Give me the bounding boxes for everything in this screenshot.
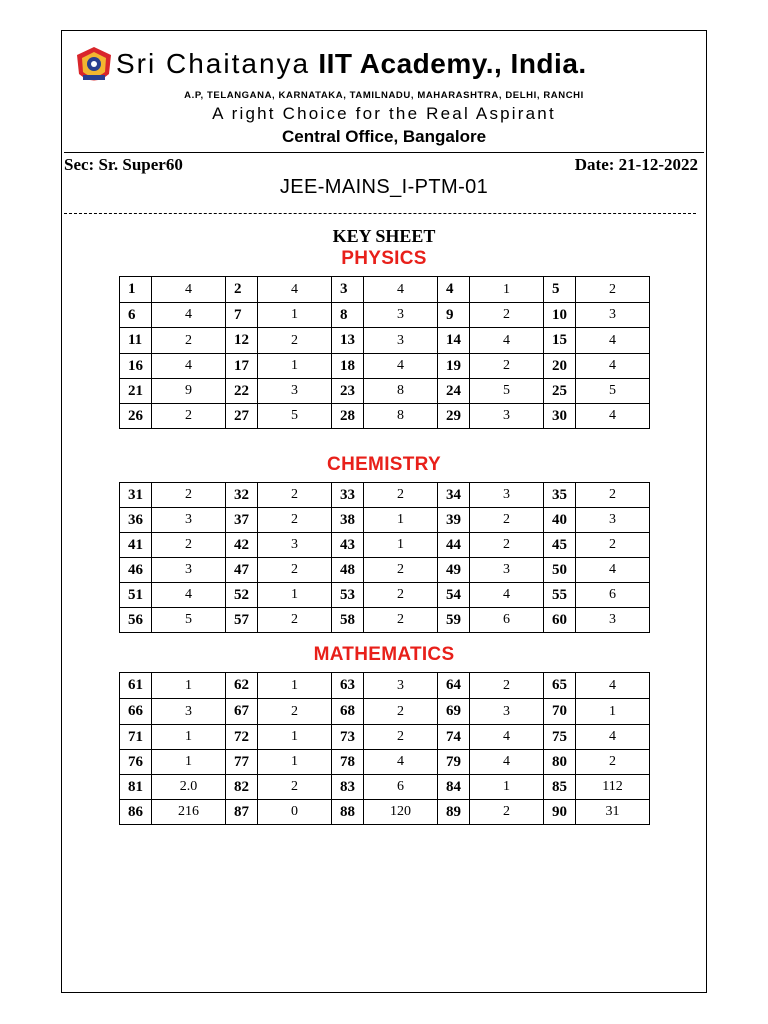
- answer-value: 3: [470, 404, 544, 429]
- answer-value: 2: [470, 533, 544, 558]
- key-sheet-heading: KEY SHEET: [332, 226, 436, 246]
- states-line: A.P, TELANGANA, KARNATAKA, TAMILNADU, MAHARASHTRA, DELHI, RANCHI: [184, 90, 584, 101]
- question-number: 2: [226, 277, 258, 303]
- answer-value: 2: [258, 775, 332, 800]
- answer-value: 1: [258, 673, 332, 699]
- subject-heading-chemistry: CHEMISTRY: [327, 454, 441, 475]
- question-number: 29: [438, 404, 470, 429]
- answer-value: 8: [364, 404, 438, 429]
- question-number: 61: [120, 673, 152, 699]
- answer-value: 0: [258, 800, 332, 825]
- question-number: 16: [120, 354, 152, 379]
- answer-value: 4: [258, 277, 332, 303]
- question-number: 76: [120, 750, 152, 775]
- answer-value: 31: [576, 800, 650, 825]
- answer-value: 1: [364, 533, 438, 558]
- answer-value: 4: [364, 354, 438, 379]
- question-number: 73: [332, 725, 364, 750]
- answer-value: 2: [364, 558, 438, 583]
- question-number: 63: [332, 673, 364, 699]
- question-number: 55: [544, 583, 576, 608]
- question-number: 57: [226, 608, 258, 633]
- answer-value: 4: [576, 404, 650, 429]
- question-number: 25: [544, 379, 576, 404]
- answer-value: 2: [364, 699, 438, 725]
- question-number: 69: [438, 699, 470, 725]
- question-number: 70: [544, 699, 576, 725]
- answer-value: 2: [470, 303, 544, 328]
- answer-value: 5: [576, 379, 650, 404]
- table-row: [120, 699, 650, 725]
- answer-value: 2.0: [152, 775, 226, 800]
- question-number: 9: [438, 303, 470, 328]
- table-row: [120, 750, 650, 775]
- question-number: 87: [226, 800, 258, 825]
- question-number: 67: [226, 699, 258, 725]
- question-number: 90: [544, 800, 576, 825]
- question-number: 37: [226, 508, 258, 533]
- answer-value: 3: [364, 328, 438, 354]
- table-row: [120, 277, 650, 303]
- dashed-divider: [64, 213, 696, 214]
- answer-value: 9: [152, 379, 226, 404]
- header-divider: [64, 152, 704, 153]
- tagline: A right Choice for the Real Aspirant: [212, 104, 556, 123]
- answer-value: 2: [258, 608, 332, 633]
- question-number: 10: [544, 303, 576, 328]
- question-number: 89: [438, 800, 470, 825]
- answer-value: 4: [470, 583, 544, 608]
- question-number: 80: [544, 750, 576, 775]
- question-number: 46: [120, 558, 152, 583]
- table-row: [120, 533, 650, 558]
- answer-value: 2: [258, 328, 332, 354]
- question-number: 4: [438, 277, 470, 303]
- answer-value: 2: [576, 750, 650, 775]
- answer-value: 3: [470, 483, 544, 508]
- question-number: 15: [544, 328, 576, 354]
- answer-value: 2: [152, 483, 226, 508]
- table-row: [120, 608, 650, 633]
- question-number: 34: [438, 483, 470, 508]
- table-row: [120, 800, 650, 825]
- question-number: 60: [544, 608, 576, 633]
- question-number: 17: [226, 354, 258, 379]
- answer-value: 2: [258, 558, 332, 583]
- answer-value: 4: [576, 673, 650, 699]
- subject-heading-physics: PHYSICS: [341, 248, 427, 269]
- question-number: 77: [226, 750, 258, 775]
- question-number: 35: [544, 483, 576, 508]
- answer-value: 1: [258, 303, 332, 328]
- answer-value: 3: [576, 608, 650, 633]
- answer-value: 120: [364, 800, 438, 825]
- question-number: 83: [332, 775, 364, 800]
- table-row: [120, 583, 650, 608]
- question-number: 42: [226, 533, 258, 558]
- answer-value: 2: [258, 483, 332, 508]
- question-number: 36: [120, 508, 152, 533]
- question-number: 7: [226, 303, 258, 328]
- table-row: [120, 775, 650, 800]
- answer-value: 1: [576, 699, 650, 725]
- question-number: 18: [332, 354, 364, 379]
- central-office: Central Office, Bangalore: [281, 127, 487, 146]
- answer-value: 2: [152, 404, 226, 429]
- title-name: Sri Chaitanya: [116, 48, 311, 79]
- answer-value: 5: [258, 404, 332, 429]
- answer-value: 4: [576, 725, 650, 750]
- table-row: [120, 558, 650, 583]
- answer-value: 2: [470, 673, 544, 699]
- question-number: 71: [120, 725, 152, 750]
- question-number: 28: [332, 404, 364, 429]
- question-number: 21: [120, 379, 152, 404]
- answer-value: 2: [364, 483, 438, 508]
- answer-table-physics: [119, 276, 650, 429]
- answer-value: 3: [258, 379, 332, 404]
- question-number: 30: [544, 404, 576, 429]
- answer-value: 2: [364, 608, 438, 633]
- answer-value: 6: [470, 608, 544, 633]
- institute-title: [116, 48, 587, 80]
- answer-value: 2: [152, 328, 226, 354]
- answer-value: 4: [152, 277, 226, 303]
- answer-value: 2: [576, 483, 650, 508]
- answer-table-chemistry: [119, 482, 650, 633]
- answer-value: 8: [364, 379, 438, 404]
- answer-value: 6: [364, 775, 438, 800]
- table-row: [120, 379, 650, 404]
- answer-value: 1: [470, 277, 544, 303]
- question-number: 19: [438, 354, 470, 379]
- question-number: 14: [438, 328, 470, 354]
- answer-value: 3: [470, 699, 544, 725]
- question-number: 41: [120, 533, 152, 558]
- answer-table-mathematics: [119, 672, 650, 825]
- answer-value: 216: [152, 800, 226, 825]
- answer-value: 2: [152, 533, 226, 558]
- table-row: [120, 673, 650, 699]
- answer-value: 112: [576, 775, 650, 800]
- table-row: [120, 303, 650, 328]
- answer-value: 4: [152, 583, 226, 608]
- answer-value: 4: [470, 328, 544, 354]
- question-number: 66: [120, 699, 152, 725]
- answer-value: 2: [470, 508, 544, 533]
- question-number: 31: [120, 483, 152, 508]
- answer-value: 6: [576, 583, 650, 608]
- answer-value: 2: [470, 800, 544, 825]
- question-number: 52: [226, 583, 258, 608]
- answer-value: 4: [152, 303, 226, 328]
- answer-value: 4: [470, 725, 544, 750]
- answer-value: 3: [576, 303, 650, 328]
- question-number: 85: [544, 775, 576, 800]
- question-number: 47: [226, 558, 258, 583]
- question-number: 32: [226, 483, 258, 508]
- question-number: 64: [438, 673, 470, 699]
- question-number: 75: [544, 725, 576, 750]
- answer-value: 4: [576, 558, 650, 583]
- answer-value: 1: [258, 354, 332, 379]
- table-row: [120, 725, 650, 750]
- answer-value: 1: [258, 725, 332, 750]
- table-row: [120, 404, 650, 429]
- answer-value: 3: [364, 303, 438, 328]
- table-row: [120, 483, 650, 508]
- answer-value: 1: [258, 750, 332, 775]
- title-academy: IIT Academy., India.: [318, 48, 587, 79]
- question-number: 62: [226, 673, 258, 699]
- answer-value: 1: [152, 725, 226, 750]
- question-number: 40: [544, 508, 576, 533]
- question-number: 20: [544, 354, 576, 379]
- question-number: 82: [226, 775, 258, 800]
- question-number: 84: [438, 775, 470, 800]
- question-number: 45: [544, 533, 576, 558]
- question-number: 49: [438, 558, 470, 583]
- exam-date: Date: 21-12-2022: [574, 155, 698, 174]
- question-number: 22: [226, 379, 258, 404]
- question-number: 68: [332, 699, 364, 725]
- answer-value: 2: [258, 508, 332, 533]
- question-number: 11: [120, 328, 152, 354]
- sri-chaitanya-logo: [74, 44, 114, 88]
- question-number: 44: [438, 533, 470, 558]
- question-number: 27: [226, 404, 258, 429]
- question-number: 74: [438, 725, 470, 750]
- answer-value: 1: [258, 583, 332, 608]
- answer-value: 3: [152, 558, 226, 583]
- answer-value: 1: [152, 673, 226, 699]
- exam-code: JEE-MAINS_I-PTM-01: [279, 176, 489, 198]
- question-number: 48: [332, 558, 364, 583]
- question-number: 79: [438, 750, 470, 775]
- question-number: 6: [120, 303, 152, 328]
- answer-value: 4: [364, 750, 438, 775]
- question-number: 58: [332, 608, 364, 633]
- answer-value: 3: [258, 533, 332, 558]
- question-number: 1: [120, 277, 152, 303]
- answer-value: 1: [152, 750, 226, 775]
- answer-value: 2: [364, 583, 438, 608]
- question-number: 3: [332, 277, 364, 303]
- question-number: 59: [438, 608, 470, 633]
- question-number: 26: [120, 404, 152, 429]
- answer-value: 4: [364, 277, 438, 303]
- question-number: 13: [332, 328, 364, 354]
- question-number: 23: [332, 379, 364, 404]
- answer-value: 2: [576, 533, 650, 558]
- answer-value: 3: [152, 508, 226, 533]
- question-number: 8: [332, 303, 364, 328]
- answer-value: 4: [470, 750, 544, 775]
- answer-value: 3: [152, 699, 226, 725]
- question-number: 54: [438, 583, 470, 608]
- section-label: Sec: Sr. Super60: [64, 155, 183, 174]
- answer-value: 1: [364, 508, 438, 533]
- question-number: 50: [544, 558, 576, 583]
- answer-value: 3: [364, 673, 438, 699]
- table-row: [120, 508, 650, 533]
- question-number: 81: [120, 775, 152, 800]
- question-number: 51: [120, 583, 152, 608]
- answer-value: 2: [470, 354, 544, 379]
- subject-heading-mathematics: MATHEMATICS: [313, 644, 455, 665]
- question-number: 12: [226, 328, 258, 354]
- question-number: 38: [332, 508, 364, 533]
- answer-value: 5: [152, 608, 226, 633]
- answer-value: 4: [576, 354, 650, 379]
- answer-value: 1: [470, 775, 544, 800]
- question-number: 56: [120, 608, 152, 633]
- answer-value: 3: [576, 508, 650, 533]
- answer-value: 3: [470, 558, 544, 583]
- table-row: [120, 328, 650, 354]
- answer-value: 2: [364, 725, 438, 750]
- question-number: 33: [332, 483, 364, 508]
- question-number: 65: [544, 673, 576, 699]
- answer-value: 4: [152, 354, 226, 379]
- question-number: 53: [332, 583, 364, 608]
- question-number: 78: [332, 750, 364, 775]
- answer-value: 2: [576, 277, 650, 303]
- question-number: 43: [332, 533, 364, 558]
- question-number: 24: [438, 379, 470, 404]
- table-row: [120, 354, 650, 379]
- answer-value: 4: [576, 328, 650, 354]
- question-number: 72: [226, 725, 258, 750]
- answer-value: 2: [258, 699, 332, 725]
- question-number: 5: [544, 277, 576, 303]
- question-number: 39: [438, 508, 470, 533]
- question-number: 86: [120, 800, 152, 825]
- answer-value: 5: [470, 379, 544, 404]
- question-number: 88: [332, 800, 364, 825]
